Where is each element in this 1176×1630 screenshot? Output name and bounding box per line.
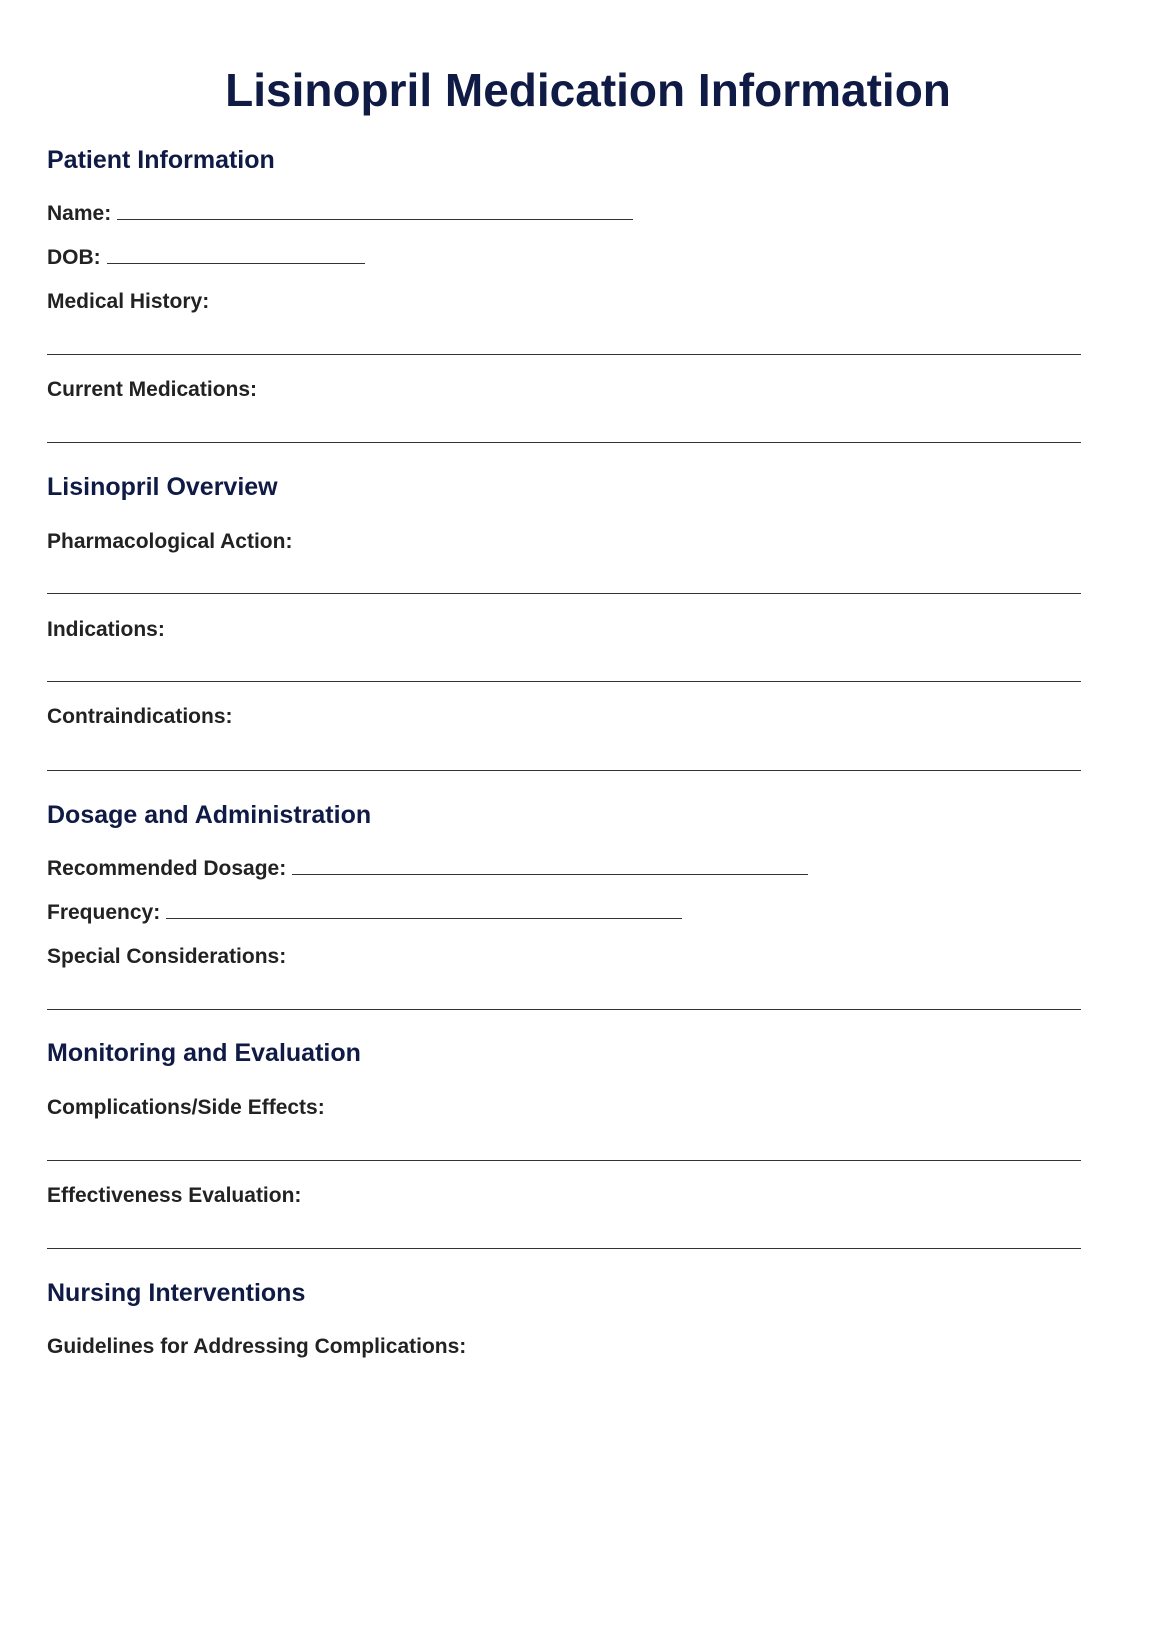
effectiveness-blank[interactable]: [47, 1248, 1081, 1249]
section-heading-monitoring: Monitoring and Evaluation: [47, 1039, 361, 1067]
recommended-dosage-field: [47, 856, 808, 882]
frequency-label: Frequency:: [47, 901, 161, 924]
name-field: [47, 201, 633, 227]
guidelines-label: Guidelines for Addressing Complications:: [47, 1335, 467, 1358]
recommended-dosage-label: Recommended Dosage:: [47, 857, 287, 880]
name-blank[interactable]: [117, 201, 633, 220]
effectiveness-label: Effectiveness Evaluation:: [47, 1184, 302, 1207]
dob-field: [47, 245, 365, 271]
document-title: Lisinopril Medication Information: [225, 64, 951, 116]
section-heading-dosage: Dosage and Administration: [47, 801, 372, 829]
dob-blank[interactable]: [107, 245, 365, 264]
medical-history-label: Medical History:: [47, 290, 210, 313]
indications-blank[interactable]: [47, 681, 1081, 682]
complications-blank[interactable]: [47, 1160, 1081, 1161]
current-medications-blank[interactable]: [47, 442, 1081, 443]
special-considerations-label: Special Considerations:: [47, 945, 287, 968]
recommended-dosage-blank[interactable]: [292, 856, 808, 875]
medical-history-blank[interactable]: [47, 354, 1081, 355]
name-label: Name:: [47, 202, 112, 225]
special-considerations-blank[interactable]: [47, 1009, 1081, 1010]
complications-label: Complications/Side Effects:: [47, 1096, 325, 1119]
frequency-blank[interactable]: [166, 900, 682, 919]
dob-label: DOB:: [47, 246, 101, 269]
indications-label: Indications:: [47, 618, 165, 641]
pharmacological-action-label: Pharmacological Action:: [47, 530, 293, 553]
frequency-field: [47, 900, 682, 926]
section-heading-patient: Patient Information: [47, 146, 275, 174]
pharmacological-action-blank[interactable]: [47, 593, 1081, 594]
section-heading-overview: Lisinopril Overview: [47, 473, 278, 501]
current-medications-label: Current Medications:: [47, 378, 258, 401]
section-heading-nursing: Nursing Interventions: [47, 1279, 306, 1307]
contraindications-blank[interactable]: [47, 770, 1081, 771]
contraindications-label: Contraindications:: [47, 705, 233, 728]
